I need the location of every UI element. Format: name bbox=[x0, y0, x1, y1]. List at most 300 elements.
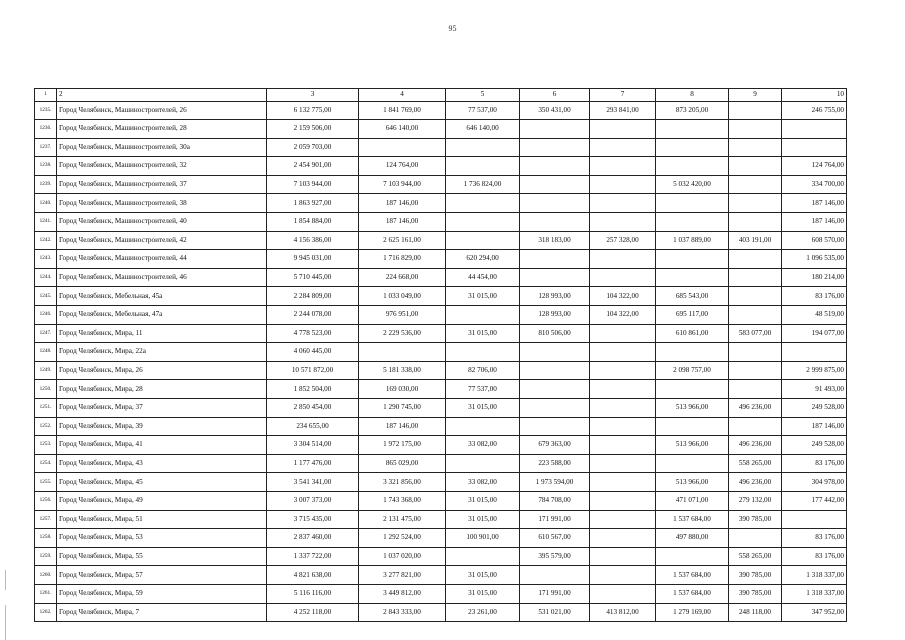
cell-col-9 bbox=[729, 250, 782, 269]
cell-col-7 bbox=[590, 268, 656, 287]
cell-col-4: 1 037 020,00 bbox=[359, 547, 446, 566]
cell-col-10 bbox=[782, 138, 847, 157]
cell-col-5: 31 015,00 bbox=[446, 566, 520, 585]
cell-col-3: 4 060 445,00 bbox=[267, 343, 359, 362]
cell-address: Город Челябинск, Мира, 55 bbox=[57, 547, 267, 566]
cell-col-9 bbox=[729, 343, 782, 362]
cell-col-3: 234 655,00 bbox=[267, 417, 359, 436]
cell-col-3: 10 571 872,00 bbox=[267, 361, 359, 380]
cell-col-9: 496 236,00 bbox=[729, 436, 782, 455]
table-row bbox=[35, 510, 847, 529]
cell-address: Город Челябинск, Мира, 22а bbox=[57, 343, 267, 362]
cell-row-number: 1238. bbox=[35, 157, 57, 176]
cell-col-4 bbox=[359, 343, 446, 362]
table-row bbox=[35, 436, 847, 455]
cell-col-7 bbox=[590, 491, 656, 510]
cell-col-4: 1 841 769,00 bbox=[359, 101, 446, 120]
table-row bbox=[35, 194, 847, 213]
cell-col-9: 390 785,00 bbox=[729, 584, 782, 603]
cell-col-6 bbox=[520, 157, 590, 176]
cell-col-6 bbox=[520, 175, 590, 194]
cell-col-3: 4 252 118,00 bbox=[267, 603, 359, 622]
cell-col-3: 4 778 523,00 bbox=[267, 324, 359, 343]
page-number: 95 bbox=[448, 24, 457, 33]
cell-col-5: 82 706,00 bbox=[446, 361, 520, 380]
cell-col-9: 248 118,00 bbox=[729, 603, 782, 622]
cell-col-3: 4 821 638,00 bbox=[267, 566, 359, 585]
cell-col-8: 513 966,00 bbox=[656, 473, 729, 492]
cell-col-5: 77 537,00 bbox=[446, 380, 520, 399]
cell-row-number: 1251. bbox=[35, 399, 57, 418]
cell-col-10: 177 442,00 bbox=[782, 491, 847, 510]
header-row bbox=[35, 89, 847, 102]
table-row bbox=[35, 454, 847, 473]
cell-col-10: 187 146,00 bbox=[782, 194, 847, 213]
header-col-4: 4 bbox=[359, 89, 446, 102]
header-col-5: 5 bbox=[446, 89, 520, 102]
header-col-6: 6 bbox=[520, 89, 590, 102]
cell-col-5: 31 015,00 bbox=[446, 324, 520, 343]
cell-row-number: 1240. bbox=[35, 194, 57, 213]
cell-col-9: 496 236,00 bbox=[729, 399, 782, 418]
cell-col-9 bbox=[729, 529, 782, 548]
cell-col-10: 187 146,00 bbox=[782, 417, 847, 436]
table-row bbox=[35, 120, 847, 139]
cell-address: Город Челябинск, Мира, 53 bbox=[57, 529, 267, 548]
cell-col-7 bbox=[590, 157, 656, 176]
cell-col-10: 187 146,00 bbox=[782, 213, 847, 232]
cell-col-6: 810 506,00 bbox=[520, 324, 590, 343]
table-row bbox=[35, 603, 847, 622]
header-col-3: 3 bbox=[267, 89, 359, 102]
cell-address: Город Челябинск, Мира, 7 bbox=[57, 603, 267, 622]
cell-col-8: 1 537 684,00 bbox=[656, 510, 729, 529]
cell-col-6 bbox=[520, 417, 590, 436]
cell-col-3: 2 059 703,00 bbox=[267, 138, 359, 157]
cell-col-4: 2 131 475,00 bbox=[359, 510, 446, 529]
cell-col-7 bbox=[590, 213, 656, 232]
cell-address: Город Челябинск, Мира, 26 bbox=[57, 361, 267, 380]
cell-col-9 bbox=[729, 268, 782, 287]
cell-col-5 bbox=[446, 417, 520, 436]
cell-row-number: 1256. bbox=[35, 491, 57, 510]
cell-col-8: 695 117,00 bbox=[656, 306, 729, 325]
table-row bbox=[35, 268, 847, 287]
cell-row-number: 1258. bbox=[35, 529, 57, 548]
cell-col-10: 83 176,00 bbox=[782, 529, 847, 548]
cell-row-number: 1247. bbox=[35, 324, 57, 343]
cell-address: Город Челябинск, Машиностроителей, 44 bbox=[57, 250, 267, 269]
cell-col-4: 1 033 049,00 bbox=[359, 287, 446, 306]
cell-col-8 bbox=[656, 547, 729, 566]
cell-col-9: 558 265,00 bbox=[729, 454, 782, 473]
cell-col-9 bbox=[729, 175, 782, 194]
cell-col-5: 31 015,00 bbox=[446, 491, 520, 510]
cell-address: Город Челябинск, Машиностроителей, 28 bbox=[57, 120, 267, 139]
cell-col-4: 976 951,00 bbox=[359, 306, 446, 325]
cell-col-5: 23 261,00 bbox=[446, 603, 520, 622]
cell-col-3: 6 132 775,00 bbox=[267, 101, 359, 120]
cell-col-7 bbox=[590, 584, 656, 603]
cell-col-6: 318 183,00 bbox=[520, 231, 590, 250]
table-row bbox=[35, 361, 847, 380]
cell-col-6 bbox=[520, 380, 590, 399]
cell-col-7 bbox=[590, 529, 656, 548]
cell-col-3: 1 863 927,00 bbox=[267, 194, 359, 213]
cell-col-9: 279 132,00 bbox=[729, 491, 782, 510]
cell-col-7: 257 328,00 bbox=[590, 231, 656, 250]
cell-col-8: 497 880,00 bbox=[656, 529, 729, 548]
cell-col-5: 33 082,00 bbox=[446, 473, 520, 492]
cell-col-6: 610 567,00 bbox=[520, 529, 590, 548]
cell-address: Город Челябинск, Машиностроителей, 37 bbox=[57, 175, 267, 194]
cell-col-8 bbox=[656, 120, 729, 139]
cell-col-10: 347 952,00 bbox=[782, 603, 847, 622]
cell-col-6 bbox=[520, 213, 590, 232]
cell-col-9 bbox=[729, 361, 782, 380]
cell-row-number: 1242. bbox=[35, 231, 57, 250]
cell-col-3: 4 156 386,00 bbox=[267, 231, 359, 250]
cell-col-7 bbox=[590, 175, 656, 194]
cell-address: Город Челябинск, Мира, 49 bbox=[57, 491, 267, 510]
cell-col-10: 194 077,00 bbox=[782, 324, 847, 343]
cell-col-7 bbox=[590, 120, 656, 139]
cell-col-7 bbox=[590, 547, 656, 566]
cell-address: Город Челябинск, Машиностроителей, 42 bbox=[57, 231, 267, 250]
cell-address: Город Челябинск, Мира, 45 bbox=[57, 473, 267, 492]
cell-col-6: 1 973 594,00 bbox=[520, 473, 590, 492]
table-row bbox=[35, 547, 847, 566]
cell-col-8 bbox=[656, 380, 729, 399]
cell-col-5: 646 140,00 bbox=[446, 120, 520, 139]
table-row bbox=[35, 324, 847, 343]
cell-col-3: 1 177 476,00 bbox=[267, 454, 359, 473]
cell-col-3: 9 945 031,00 bbox=[267, 250, 359, 269]
cell-address: Город Челябинск, Мира, 28 bbox=[57, 380, 267, 399]
cell-address: Город Челябинск, Машиностроителей, 38 bbox=[57, 194, 267, 213]
cell-address: Город Челябинск, Мира, 43 bbox=[57, 454, 267, 473]
cell-col-10: 1 318 337,00 bbox=[782, 584, 847, 603]
cell-col-6 bbox=[520, 566, 590, 585]
cell-col-8: 513 966,00 bbox=[656, 436, 729, 455]
cell-col-10 bbox=[782, 343, 847, 362]
cell-col-4: 1 972 175,00 bbox=[359, 436, 446, 455]
cell-col-9: 390 785,00 bbox=[729, 510, 782, 529]
cell-col-6: 350 431,00 bbox=[520, 101, 590, 120]
cell-address: Город Челябинск, Мира, 39 bbox=[57, 417, 267, 436]
table-row bbox=[35, 491, 847, 510]
cell-col-10: 334 700,00 bbox=[782, 175, 847, 194]
cell-col-10: 1 318 337,00 bbox=[782, 566, 847, 585]
cell-col-4: 224 668,00 bbox=[359, 268, 446, 287]
cell-address: Город Челябинск, Мира, 51 bbox=[57, 510, 267, 529]
table-row bbox=[35, 213, 847, 232]
cell-col-9: 390 785,00 bbox=[729, 566, 782, 585]
cell-col-9 bbox=[729, 138, 782, 157]
cell-col-9 bbox=[729, 417, 782, 436]
margin-mark bbox=[5, 605, 6, 640]
cell-col-7 bbox=[590, 380, 656, 399]
cell-col-10: 249 528,00 bbox=[782, 399, 847, 418]
cell-col-10: 246 755,00 bbox=[782, 101, 847, 120]
cell-row-number: 1249. bbox=[35, 361, 57, 380]
cell-col-6 bbox=[520, 138, 590, 157]
data-table bbox=[34, 88, 847, 622]
cell-col-8 bbox=[656, 343, 729, 362]
cell-col-8 bbox=[656, 138, 729, 157]
cell-col-6 bbox=[520, 343, 590, 362]
cell-address: Город Челябинск, Машиностроителей, 30а bbox=[57, 138, 267, 157]
cell-col-7: 104 322,00 bbox=[590, 287, 656, 306]
table-row bbox=[35, 175, 847, 194]
cell-col-4: 1 290 745,00 bbox=[359, 399, 446, 418]
cell-col-5 bbox=[446, 138, 520, 157]
cell-col-5 bbox=[446, 213, 520, 232]
cell-col-7 bbox=[590, 250, 656, 269]
cell-col-8: 2 098 757,00 bbox=[656, 361, 729, 380]
cell-col-9: 558 265,00 bbox=[729, 547, 782, 566]
table-row bbox=[35, 417, 847, 436]
margin-mark bbox=[5, 570, 6, 590]
cell-col-7 bbox=[590, 566, 656, 585]
cell-col-3: 2 159 506,00 bbox=[267, 120, 359, 139]
table-row bbox=[35, 343, 847, 362]
cell-col-8: 471 071,00 bbox=[656, 491, 729, 510]
header-col-9: 9 bbox=[729, 89, 782, 102]
cell-col-9 bbox=[729, 157, 782, 176]
table-row bbox=[35, 250, 847, 269]
cell-col-8: 1 537 684,00 bbox=[656, 584, 729, 603]
table-row bbox=[35, 101, 847, 120]
table-row bbox=[35, 399, 847, 418]
cell-row-number: 1243. bbox=[35, 250, 57, 269]
cell-address: Город Челябинск, Машиностроителей, 46 bbox=[57, 268, 267, 287]
table-row bbox=[35, 529, 847, 548]
cell-col-10: 2 999 875,00 bbox=[782, 361, 847, 380]
cell-row-number: 1236. bbox=[35, 120, 57, 139]
cell-col-5: 620 294,00 bbox=[446, 250, 520, 269]
cell-col-4 bbox=[359, 138, 446, 157]
cell-col-6 bbox=[520, 361, 590, 380]
cell-col-10: 91 493,00 bbox=[782, 380, 847, 399]
cell-col-5: 31 015,00 bbox=[446, 399, 520, 418]
cell-col-4: 865 029,00 bbox=[359, 454, 446, 473]
cell-row-number: 1260. bbox=[35, 566, 57, 585]
cell-col-5: 77 537,00 bbox=[446, 101, 520, 120]
cell-col-5: 31 015,00 bbox=[446, 287, 520, 306]
cell-col-8 bbox=[656, 417, 729, 436]
cell-row-number: 1246. bbox=[35, 306, 57, 325]
cell-col-7: 104 322,00 bbox=[590, 306, 656, 325]
cell-col-7 bbox=[590, 194, 656, 213]
cell-col-7 bbox=[590, 454, 656, 473]
cell-col-6: 395 579,00 bbox=[520, 547, 590, 566]
cell-col-4: 1 743 368,00 bbox=[359, 491, 446, 510]
cell-col-4: 1 716 829,00 bbox=[359, 250, 446, 269]
cell-col-6 bbox=[520, 120, 590, 139]
cell-col-3: 3 541 341,00 bbox=[267, 473, 359, 492]
cell-col-8: 610 861,00 bbox=[656, 324, 729, 343]
cell-col-3: 2 850 454,00 bbox=[267, 399, 359, 418]
cell-col-6: 679 363,00 bbox=[520, 436, 590, 455]
cell-col-6: 128 993,00 bbox=[520, 287, 590, 306]
cell-col-4: 124 764,00 bbox=[359, 157, 446, 176]
cell-row-number: 1254. bbox=[35, 454, 57, 473]
cell-col-10: 124 764,00 bbox=[782, 157, 847, 176]
cell-address: Город Челябинск, Мебельная, 47а bbox=[57, 306, 267, 325]
table-row bbox=[35, 138, 847, 157]
cell-col-4: 646 140,00 bbox=[359, 120, 446, 139]
header-col-7: 7 bbox=[590, 89, 656, 102]
cell-address: Город Челябинск, Мебельная, 45а bbox=[57, 287, 267, 306]
cell-row-number: 1252. bbox=[35, 417, 57, 436]
cell-row-number: 1261. bbox=[35, 584, 57, 603]
cell-col-7 bbox=[590, 324, 656, 343]
table-row bbox=[35, 287, 847, 306]
cell-col-3: 1 337 722,00 bbox=[267, 547, 359, 566]
cell-col-10: 608 570,00 bbox=[782, 231, 847, 250]
cell-row-number: 1235. bbox=[35, 101, 57, 120]
cell-row-number: 1245. bbox=[35, 287, 57, 306]
cell-col-5 bbox=[446, 194, 520, 213]
cell-col-7 bbox=[590, 510, 656, 529]
cell-row-number: 1257. bbox=[35, 510, 57, 529]
cell-col-3: 2 244 078,00 bbox=[267, 306, 359, 325]
cell-col-8 bbox=[656, 157, 729, 176]
cell-col-7 bbox=[590, 343, 656, 362]
cell-col-7 bbox=[590, 399, 656, 418]
cell-address: Город Челябинск, Мира, 41 bbox=[57, 436, 267, 455]
cell-col-3: 1 852 504,00 bbox=[267, 380, 359, 399]
cell-row-number: 1259. bbox=[35, 547, 57, 566]
cell-col-8 bbox=[656, 268, 729, 287]
cell-row-number: 1250. bbox=[35, 380, 57, 399]
cell-col-10: 83 176,00 bbox=[782, 287, 847, 306]
cell-col-3: 2 837 460,00 bbox=[267, 529, 359, 548]
cell-col-9: 496 236,00 bbox=[729, 473, 782, 492]
cell-col-6 bbox=[520, 268, 590, 287]
cell-col-8: 1 537 684,00 bbox=[656, 566, 729, 585]
cell-address: Город Челябинск, Машиностроителей, 26 bbox=[57, 101, 267, 120]
cell-col-3: 7 103 944,00 bbox=[267, 175, 359, 194]
cell-col-9 bbox=[729, 120, 782, 139]
cell-row-number: 1239. bbox=[35, 175, 57, 194]
cell-col-3: 3 715 435,00 bbox=[267, 510, 359, 529]
cell-col-3: 2 454 901,00 bbox=[267, 157, 359, 176]
cell-col-9 bbox=[729, 194, 782, 213]
cell-col-8: 685 543,00 bbox=[656, 287, 729, 306]
table-row bbox=[35, 473, 847, 492]
cell-col-5: 31 015,00 bbox=[446, 510, 520, 529]
cell-col-5: 31 015,00 bbox=[446, 584, 520, 603]
cell-col-6: 531 021,00 bbox=[520, 603, 590, 622]
cell-col-4: 3 449 812,00 bbox=[359, 584, 446, 603]
cell-row-number: 1241. bbox=[35, 213, 57, 232]
cell-col-7 bbox=[590, 417, 656, 436]
cell-col-10: 48 519,00 bbox=[782, 306, 847, 325]
cell-col-5 bbox=[446, 231, 520, 250]
cell-col-6: 171 991,00 bbox=[520, 584, 590, 603]
cell-col-9 bbox=[729, 306, 782, 325]
table-row bbox=[35, 584, 847, 603]
cell-col-9: 403 191,00 bbox=[729, 231, 782, 250]
cell-col-5 bbox=[446, 306, 520, 325]
cell-row-number: 1262. bbox=[35, 603, 57, 622]
cell-col-4: 5 181 338,00 bbox=[359, 361, 446, 380]
table-row bbox=[35, 157, 847, 176]
cell-col-8: 513 966,00 bbox=[656, 399, 729, 418]
cell-address: Город Челябинск, Машиностроителей, 32 bbox=[57, 157, 267, 176]
cell-col-9: 583 077,00 bbox=[729, 324, 782, 343]
cell-address: Город Челябинск, Мира, 37 bbox=[57, 399, 267, 418]
cell-col-3: 2 284 809,00 bbox=[267, 287, 359, 306]
cell-col-4: 3 277 821,00 bbox=[359, 566, 446, 585]
cell-row-number: 1253. bbox=[35, 436, 57, 455]
cell-col-5: 1 736 824,00 bbox=[446, 175, 520, 194]
cell-col-3: 3 007 373,00 bbox=[267, 491, 359, 510]
cell-col-9 bbox=[729, 101, 782, 120]
cell-col-8: 5 032 420,00 bbox=[656, 175, 729, 194]
cell-col-7 bbox=[590, 361, 656, 380]
cell-col-4: 7 103 944,00 bbox=[359, 175, 446, 194]
cell-col-6 bbox=[520, 250, 590, 269]
table-row bbox=[35, 231, 847, 250]
cell-row-number: 1244. bbox=[35, 268, 57, 287]
header-row-number: 1 bbox=[35, 89, 57, 102]
cell-col-3: 5 710 445,00 bbox=[267, 268, 359, 287]
cell-col-6: 223 588,00 bbox=[520, 454, 590, 473]
cell-col-8 bbox=[656, 454, 729, 473]
cell-col-5 bbox=[446, 157, 520, 176]
cell-col-9 bbox=[729, 380, 782, 399]
cell-col-7 bbox=[590, 473, 656, 492]
cell-col-6: 784 708,00 bbox=[520, 491, 590, 510]
cell-col-6 bbox=[520, 399, 590, 418]
cell-col-8: 1 037 889,00 bbox=[656, 231, 729, 250]
cell-col-9 bbox=[729, 213, 782, 232]
cell-col-5 bbox=[446, 454, 520, 473]
cell-col-4: 3 321 856,00 bbox=[359, 473, 446, 492]
cell-col-10: 1 096 535,00 bbox=[782, 250, 847, 269]
header-col-10: 10 bbox=[782, 89, 847, 102]
cell-col-4: 169 030,00 bbox=[359, 380, 446, 399]
header-address: 2 bbox=[57, 89, 267, 102]
cell-col-4: 2 229 536,00 bbox=[359, 324, 446, 343]
table-row bbox=[35, 380, 847, 399]
cell-col-5 bbox=[446, 547, 520, 566]
cell-col-3: 1 854 884,00 bbox=[267, 213, 359, 232]
cell-col-8 bbox=[656, 250, 729, 269]
cell-col-7: 293 841,00 bbox=[590, 101, 656, 120]
cell-address: Город Челябинск, Мира, 57 bbox=[57, 566, 267, 585]
cell-col-4: 2 843 333,00 bbox=[359, 603, 446, 622]
cell-col-10: 83 176,00 bbox=[782, 454, 847, 473]
cell-col-8: 873 205,00 bbox=[656, 101, 729, 120]
cell-col-10: 304 978,00 bbox=[782, 473, 847, 492]
cell-col-4: 187 146,00 bbox=[359, 194, 446, 213]
cell-col-4: 1 292 524,00 bbox=[359, 529, 446, 548]
cell-col-5: 44 454,00 bbox=[446, 268, 520, 287]
cell-col-4: 187 146,00 bbox=[359, 417, 446, 436]
cell-address: Город Челябинск, Машиностроителей, 40 bbox=[57, 213, 267, 232]
cell-col-7 bbox=[590, 138, 656, 157]
cell-col-10: 249 528,00 bbox=[782, 436, 847, 455]
cell-address: Город Челябинск, Мира, 59 bbox=[57, 584, 267, 603]
cell-row-number: 1248. bbox=[35, 343, 57, 362]
cell-row-number: 1255. bbox=[35, 473, 57, 492]
cell-col-10: 180 214,00 bbox=[782, 268, 847, 287]
cell-col-7 bbox=[590, 436, 656, 455]
